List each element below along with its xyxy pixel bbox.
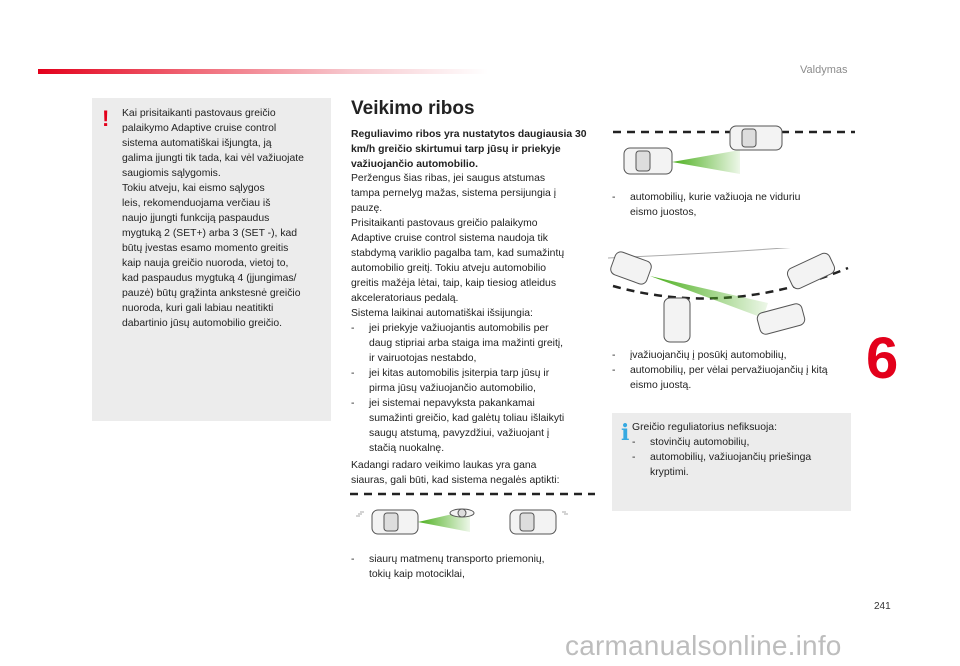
lane-offset-diagram <box>610 122 855 184</box>
car-icon <box>664 298 690 342</box>
watermark: carmanualsonline.info <box>565 630 842 661</box>
car-icon <box>730 126 782 150</box>
body-paragraph: Peržengus šias ribas, jei saugus atstumas tampa pernelyg mažas, sistema persijungia į pauzę. Prisitaikanti pastovaus greičio palaikymo Adaptive cruise control sistema naudoja tik stabdymą variklio pagalba tam, kad sumažintų automobilio greitį. Tokiu atveju automobilio greitis mažėja lėtai, taip, kaip tiesiog atleidus akceleratoriaus pedalą. Sistema laikinai automatiškai išsijungia: <box>351 173 565 319</box>
car-icon <box>356 510 418 534</box>
section-heading: Veikimo ribos <box>351 98 475 119</box>
car-icon <box>510 510 568 534</box>
warning-icon: ! <box>102 106 110 131</box>
car-icon <box>624 148 672 174</box>
section-title: Valdymas <box>800 64 848 76</box>
car-icon <box>609 250 653 286</box>
header-accent-bar <box>38 69 488 74</box>
warning-text: Kai prisitaikanti pastovaus greičio palaikymo Adaptive cruise control sistema automatiškai išjungta, ją galima įjungti tik tada, kai vėl važiuojate saugiomis sąlygomis. Tokiu atveju, kai eismo sąlygos leis, rekomenduojama verčiau iš naujo įjungti funkciją paspaudus mygtuką 2 (SET+) arba 3 (SET -), kad būtų įvestas esamo momento greitis kaip nauja greičio nuoroda, vietoj to, kad paspaudus mygtuką 4 (įjungimas/ pauzė) būtų grąžinta ankstesnė greičio nuoroda, kuri gali labiau neatitikti dabartinio jūsų automobilio greičio. <box>122 108 304 329</box>
page-number: 241 <box>874 601 891 612</box>
chapter-number: 6 <box>866 326 899 391</box>
motorcycle-icon <box>450 509 474 517</box>
lead-paragraph: Reguliavimo ribos yra nustatytos daugiausia 30 km/h greičio skirtumui tarp jūsų ir priekyje važiuojančio automobilio. <box>351 129 587 170</box>
radar-beam <box>672 150 740 174</box>
radar-paragraph: Kadangi radaro veikimo laukas yra gana siauras, gali būti, kad sistema negalės aptikti: <box>351 460 560 486</box>
info-title: Greičio reguliatorius nefiksuoja: <box>632 422 777 433</box>
motorcycle-diagram <box>350 488 595 546</box>
curve-diagram <box>608 248 858 343</box>
info-icon: i <box>621 420 630 446</box>
car-icon <box>786 251 837 290</box>
